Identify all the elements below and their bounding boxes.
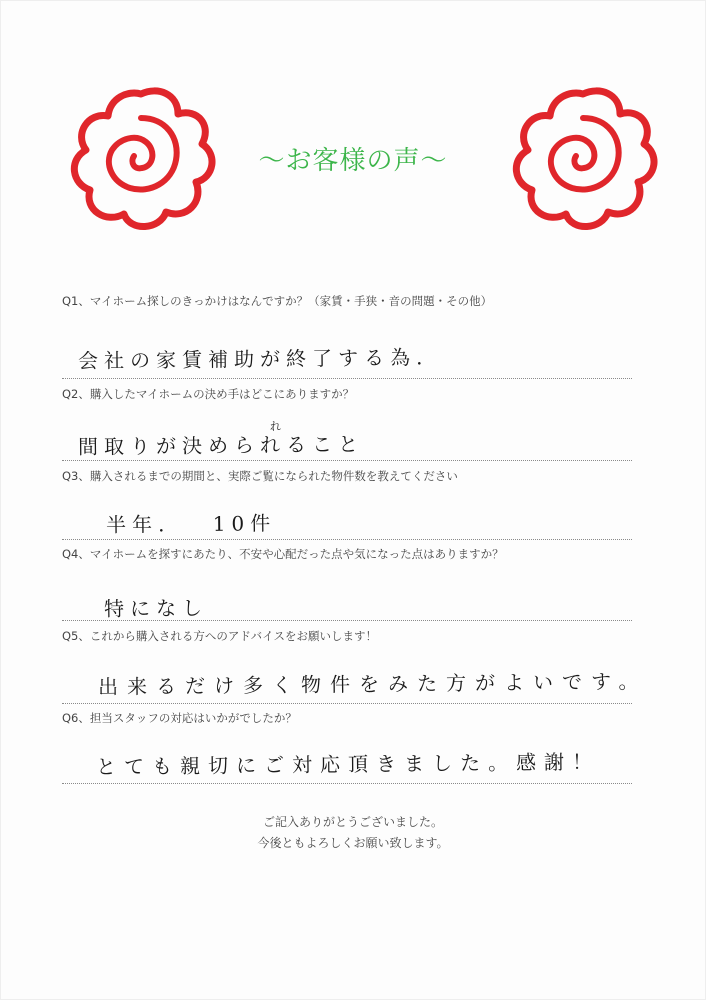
answer-divider [62,783,632,784]
closing-message [0,812,706,854]
page-title: 〜お客様の声〜 [258,146,448,176]
question-3: Q3、購入されるまでの期間と、実際ご覧になられた物件数を教えてください [62,469,458,483]
closing-line-1: ご記入ありがとうございました。 [262,815,443,829]
answer-5: 出来るだけ多く物件をみた方がよいです。 [97,669,648,699]
question-1: Q1、マイホーム探しのきっかけはなんですか？（家賃・手狭・音の問題・その他） [62,294,493,308]
closing-line-2: 今後ともよろしくお願い致します。 [257,836,449,850]
answer-2: 間取りが決められること [77,431,365,459]
question-2: Q2、購入したマイホームの決め手はどこにありますか？ [62,387,355,401]
answer-divider [62,539,632,540]
answer-4: 特になし [103,595,209,621]
answer-divider [62,378,632,379]
red-swirl-flower-icon [508,82,658,232]
question-6: Q6、担当スタッフの対応はいかがでしたか？ [62,711,297,725]
answer-divider [62,620,632,621]
answer-divider [62,460,632,461]
answer-1: 会社の家賃補助が終了する為. [77,345,429,373]
question-4: Q4、マイホームを探すにあたり、不安や心配だった点や気になった点はありますか？ [62,547,504,561]
question-5: Q5、これから購入される方へのアドバイスをお願いします！ [62,629,378,643]
handwritten-correction: れ [270,420,281,433]
answer-6: とても親切にご対応頂きました。感謝！ [95,749,601,779]
answer-3: 半年. 10件 [105,511,277,537]
answer-divider [62,703,632,704]
